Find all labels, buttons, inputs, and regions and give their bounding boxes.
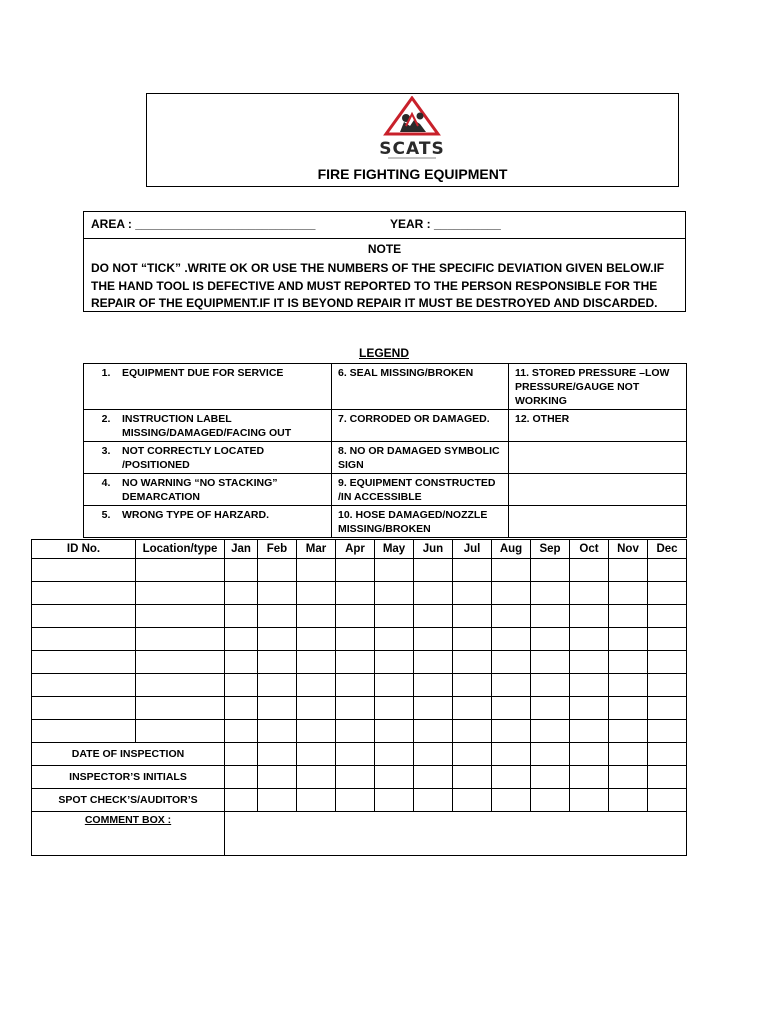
- table-cell[interactable]: [648, 720, 687, 743]
- legend-cell: [509, 474, 687, 506]
- table-cell[interactable]: [258, 766, 297, 789]
- table-cell[interactable]: [531, 697, 570, 720]
- legend-number: 5.: [101, 509, 111, 521]
- table-cell[interactable]: [648, 559, 687, 582]
- table-cell[interactable]: [32, 628, 136, 651]
- table-cell[interactable]: [32, 720, 136, 743]
- legend-number: 4.: [101, 477, 111, 489]
- table-cell[interactable]: [258, 674, 297, 697]
- legend-cell: [84, 506, 332, 538]
- comment-label: COMMENT BOX :: [32, 812, 225, 856]
- table-row: [32, 605, 687, 628]
- table-cell[interactable]: [414, 582, 453, 605]
- table-cell[interactable]: [570, 766, 609, 789]
- legend-text: NO WARNING “NO STACKING” DEMARCATION: [122, 477, 278, 503]
- table-cell[interactable]: [648, 651, 687, 674]
- table-cell[interactable]: [297, 651, 336, 674]
- table-cell[interactable]: [414, 720, 453, 743]
- table-cell[interactable]: [225, 605, 258, 628]
- table-cell[interactable]: [225, 651, 258, 674]
- table-cell[interactable]: [648, 789, 687, 812]
- summary-row: [32, 743, 687, 766]
- table-cell[interactable]: [453, 651, 492, 674]
- area-year-row: [84, 212, 685, 239]
- table-cell[interactable]: [414, 605, 453, 628]
- column-header: Location/type: [136, 540, 225, 559]
- table-cell[interactable]: [136, 559, 225, 582]
- table-cell[interactable]: [375, 605, 414, 628]
- table-cell[interactable]: [453, 628, 492, 651]
- table-cell[interactable]: [375, 651, 414, 674]
- column-header: Jun: [414, 540, 453, 559]
- table-cell[interactable]: [609, 743, 648, 766]
- table-cell[interactable]: [336, 628, 375, 651]
- table-row: [32, 697, 687, 720]
- table-cell[interactable]: [225, 582, 258, 605]
- legend-row: [84, 442, 687, 474]
- year-field[interactable]: YEAR : __________: [390, 217, 501, 231]
- table-cell[interactable]: [225, 743, 258, 766]
- note-title: NOTE: [367, 242, 402, 256]
- table-cell[interactable]: [453, 605, 492, 628]
- table-cell[interactable]: [258, 605, 297, 628]
- table-cell[interactable]: [609, 789, 648, 812]
- table-cell[interactable]: [136, 697, 225, 720]
- table-cell[interactable]: [136, 674, 225, 697]
- column-header: Jan: [225, 540, 258, 559]
- table-cell[interactable]: [375, 766, 414, 789]
- table-cell[interactable]: [225, 789, 258, 812]
- table-cell[interactable]: [609, 605, 648, 628]
- table-cell[interactable]: [297, 628, 336, 651]
- legend-title: LEGEND: [358, 346, 409, 360]
- table-cell[interactable]: [32, 697, 136, 720]
- comment-row: [32, 812, 687, 856]
- table-cell[interactable]: [336, 559, 375, 582]
- table-cell[interactable]: [492, 789, 531, 812]
- table-cell[interactable]: [492, 766, 531, 789]
- table-cell[interactable]: [336, 743, 375, 766]
- table-cell[interactable]: [225, 674, 258, 697]
- table-cell[interactable]: [297, 789, 336, 812]
- column-header: Mar: [297, 540, 336, 559]
- table-cell[interactable]: [492, 628, 531, 651]
- table-cell[interactable]: [297, 674, 336, 697]
- table-cell[interactable]: [375, 720, 414, 743]
- legend-cell: 7. CORRODED OR DAMAGED.: [332, 410, 509, 442]
- table-cell[interactable]: [414, 559, 453, 582]
- table-cell[interactable]: [375, 559, 414, 582]
- table-cell[interactable]: [336, 766, 375, 789]
- table-cell[interactable]: [258, 789, 297, 812]
- table-cell[interactable]: [570, 720, 609, 743]
- legend-number: 3.: [101, 445, 111, 457]
- table-cell[interactable]: [492, 651, 531, 674]
- table-cell[interactable]: [453, 789, 492, 812]
- inspection-table: [31, 539, 687, 856]
- table-cell[interactable]: [375, 743, 414, 766]
- legend-cell: 8. NO OR DAMAGED SYMBOLIC SIGN: [332, 442, 509, 474]
- form-title: FIRE FIGHTING EQUIPMENT: [317, 166, 508, 182]
- legend-cell: 10. HOSE DAMAGED/NOZZLE MISSING/BROKEN: [332, 506, 509, 538]
- legend-text: EQUIPMENT DUE FOR SERVICE: [122, 367, 284, 379]
- legend-cell: [509, 506, 687, 538]
- table-cell[interactable]: [609, 766, 648, 789]
- legend-row: [84, 364, 687, 410]
- table-cell[interactable]: [492, 720, 531, 743]
- legend-text: INSTRUCTION LABEL MISSING/DAMAGED/FACING OUT: [122, 413, 292, 439]
- column-header: Aug: [492, 540, 531, 559]
- legend-cell: 9. EQUIPMENT CONSTRUCTED /IN ACCESSIBLE: [332, 474, 509, 506]
- table-cell[interactable]: [32, 651, 136, 674]
- table-cell[interactable]: [570, 789, 609, 812]
- table-cell[interactable]: [609, 628, 648, 651]
- legend-cell: 11. STORED PRESSURE –LOW PRESSURE/GAUGE NOT WORKING: [509, 364, 687, 410]
- summary-row-label: DATE OF INSPECTION: [32, 743, 225, 766]
- table-cell[interactable]: [258, 582, 297, 605]
- table-cell[interactable]: [609, 697, 648, 720]
- table-cell[interactable]: [609, 559, 648, 582]
- table-cell[interactable]: [297, 605, 336, 628]
- table-cell[interactable]: [225, 766, 258, 789]
- table-cell[interactable]: [136, 605, 225, 628]
- form-header: [146, 93, 679, 187]
- area-field[interactable]: AREA : ___________________________: [91, 217, 316, 231]
- table-cell[interactable]: [136, 582, 225, 605]
- table-cell[interactable]: [531, 720, 570, 743]
- table-cell[interactable]: [609, 651, 648, 674]
- table-cell[interactable]: [258, 743, 297, 766]
- table-cell[interactable]: [531, 674, 570, 697]
- table-cell[interactable]: [570, 559, 609, 582]
- summary-row: [32, 789, 687, 812]
- table-cell[interactable]: [531, 605, 570, 628]
- table-cell[interactable]: [609, 582, 648, 605]
- table-cell[interactable]: [258, 628, 297, 651]
- table-cell[interactable]: [136, 651, 225, 674]
- legend-table: [83, 363, 687, 538]
- table-row: [32, 720, 687, 743]
- table-cell[interactable]: [297, 766, 336, 789]
- column-header: Dec: [648, 540, 687, 559]
- table-cell[interactable]: [492, 559, 531, 582]
- table-cell[interactable]: [414, 766, 453, 789]
- column-header: ID No.: [32, 540, 136, 559]
- table-cell[interactable]: [648, 628, 687, 651]
- table-cell[interactable]: [225, 628, 258, 651]
- table-row: [32, 674, 687, 697]
- column-header: Oct: [570, 540, 609, 559]
- table-cell[interactable]: [258, 559, 297, 582]
- table-cell[interactable]: [531, 766, 570, 789]
- scats-logo: [376, 96, 448, 162]
- legend-number: 1.: [101, 367, 111, 379]
- table-cell[interactable]: [531, 743, 570, 766]
- table-cell[interactable]: [32, 674, 136, 697]
- table-cell[interactable]: [414, 628, 453, 651]
- table-cell[interactable]: [225, 720, 258, 743]
- table-cell[interactable]: [336, 582, 375, 605]
- table-cell[interactable]: [648, 743, 687, 766]
- table-cell[interactable]: [375, 628, 414, 651]
- table-cell[interactable]: [531, 628, 570, 651]
- table-cell[interactable]: [648, 674, 687, 697]
- column-header: Feb: [258, 540, 297, 559]
- table-cell[interactable]: [258, 651, 297, 674]
- table-row: [32, 628, 687, 651]
- legend-cell: [84, 364, 332, 410]
- table-cell[interactable]: [453, 720, 492, 743]
- table-cell[interactable]: [570, 582, 609, 605]
- table-cell[interactable]: [414, 674, 453, 697]
- table-cell[interactable]: [414, 697, 453, 720]
- table-row: [32, 582, 687, 605]
- legend-text: NOT CORRECTLY LOCATED /POSITIONED: [122, 445, 265, 471]
- table-cell[interactable]: [453, 674, 492, 697]
- table-cell[interactable]: [375, 697, 414, 720]
- table-row: [32, 559, 687, 582]
- table-cell[interactable]: [570, 743, 609, 766]
- table-cell[interactable]: [297, 697, 336, 720]
- table-cell[interactable]: [297, 582, 336, 605]
- legend-cell: 12. OTHER: [509, 410, 687, 442]
- table-cell[interactable]: [453, 559, 492, 582]
- info-box: [83, 211, 686, 312]
- table-cell[interactable]: [336, 605, 375, 628]
- table-cell[interactable]: [297, 743, 336, 766]
- table-cell[interactable]: [336, 697, 375, 720]
- table-cell[interactable]: [136, 720, 225, 743]
- table-cell[interactable]: [570, 697, 609, 720]
- legend-cell: [509, 442, 687, 474]
- table-cell[interactable]: [136, 628, 225, 651]
- table-cell[interactable]: [336, 674, 375, 697]
- table-cell[interactable]: [225, 697, 258, 720]
- table-cell[interactable]: [32, 605, 136, 628]
- legend-row: [84, 474, 687, 506]
- table-cell[interactable]: [375, 789, 414, 812]
- table-cell[interactable]: [297, 720, 336, 743]
- comment-box[interactable]: [225, 812, 687, 856]
- table-cell[interactable]: [531, 582, 570, 605]
- table-cell[interactable]: [453, 743, 492, 766]
- table-cell[interactable]: [453, 582, 492, 605]
- table-cell[interactable]: [258, 720, 297, 743]
- table-cell[interactable]: [258, 697, 297, 720]
- table-row: [32, 651, 687, 674]
- column-header: Nov: [609, 540, 648, 559]
- summary-row-label: SPOT CHECK’S/AUDITOR’S: [32, 789, 225, 812]
- legend-cell: [84, 474, 332, 506]
- table-cell[interactable]: [570, 651, 609, 674]
- table-cell[interactable]: [648, 605, 687, 628]
- table-cell[interactable]: [225, 559, 258, 582]
- summary-row: [32, 766, 687, 789]
- table-cell[interactable]: [570, 605, 609, 628]
- table-cell[interactable]: [414, 789, 453, 812]
- table-cell[interactable]: [453, 766, 492, 789]
- table-cell[interactable]: [492, 674, 531, 697]
- table-cell[interactable]: [375, 674, 414, 697]
- table-cell[interactable]: [297, 559, 336, 582]
- legend-number: 2.: [101, 413, 111, 425]
- table-cell[interactable]: [414, 743, 453, 766]
- column-header: Sep: [531, 540, 570, 559]
- table-cell[interactable]: [531, 651, 570, 674]
- table-cell[interactable]: [492, 743, 531, 766]
- column-header: Jul: [453, 540, 492, 559]
- summary-row-label: INSPECTOR’S INITIALS: [32, 766, 225, 789]
- legend-row: [84, 410, 687, 442]
- table-cell[interactable]: [570, 628, 609, 651]
- table-cell[interactable]: [648, 582, 687, 605]
- table-cell[interactable]: [375, 582, 414, 605]
- table-cell[interactable]: [336, 651, 375, 674]
- column-header: Apr: [336, 540, 375, 559]
- note-text: DO NOT “TICK” .WRITE OK OR USE THE NUMBERS OF THE SPECIFIC DEVIATION GIVEN BELOW.IF THE HAND TOOL IS DEFECTIVE AND MUST REPORTED TO THE PERSON RESPONSIBLE FOR THE REPAIR OF THE EQUIPMENT.IF IT IS BEYOND REPAIR IT MUST BE DESTROYED AND DISCARDED.: [91, 261, 665, 310]
- table-cell[interactable]: [648, 766, 687, 789]
- table-cell[interactable]: [414, 651, 453, 674]
- legend-cell: 6. SEAL MISSING/BROKEN: [332, 364, 509, 410]
- table-cell[interactable]: [32, 582, 136, 605]
- table-header-row: [32, 540, 687, 559]
- table-cell[interactable]: [648, 697, 687, 720]
- logo-text: SCATS: [379, 139, 445, 159]
- table-cell[interactable]: [492, 697, 531, 720]
- table-cell[interactable]: [531, 789, 570, 812]
- table-cell[interactable]: [453, 697, 492, 720]
- column-header: May: [375, 540, 414, 559]
- table-cell[interactable]: [336, 789, 375, 812]
- table-cell[interactable]: [570, 674, 609, 697]
- legend-cell: [84, 442, 332, 474]
- table-cell[interactable]: [492, 582, 531, 605]
- table-cell[interactable]: [492, 605, 531, 628]
- legend-cell: [84, 410, 332, 442]
- table-cell[interactable]: [609, 720, 648, 743]
- table-cell[interactable]: [336, 720, 375, 743]
- legend-text: WRONG TYPE OF HARZARD.: [122, 509, 269, 521]
- table-cell[interactable]: [32, 559, 136, 582]
- table-cell[interactable]: [531, 559, 570, 582]
- legend-row: [84, 506, 687, 538]
- table-cell[interactable]: [609, 674, 648, 697]
